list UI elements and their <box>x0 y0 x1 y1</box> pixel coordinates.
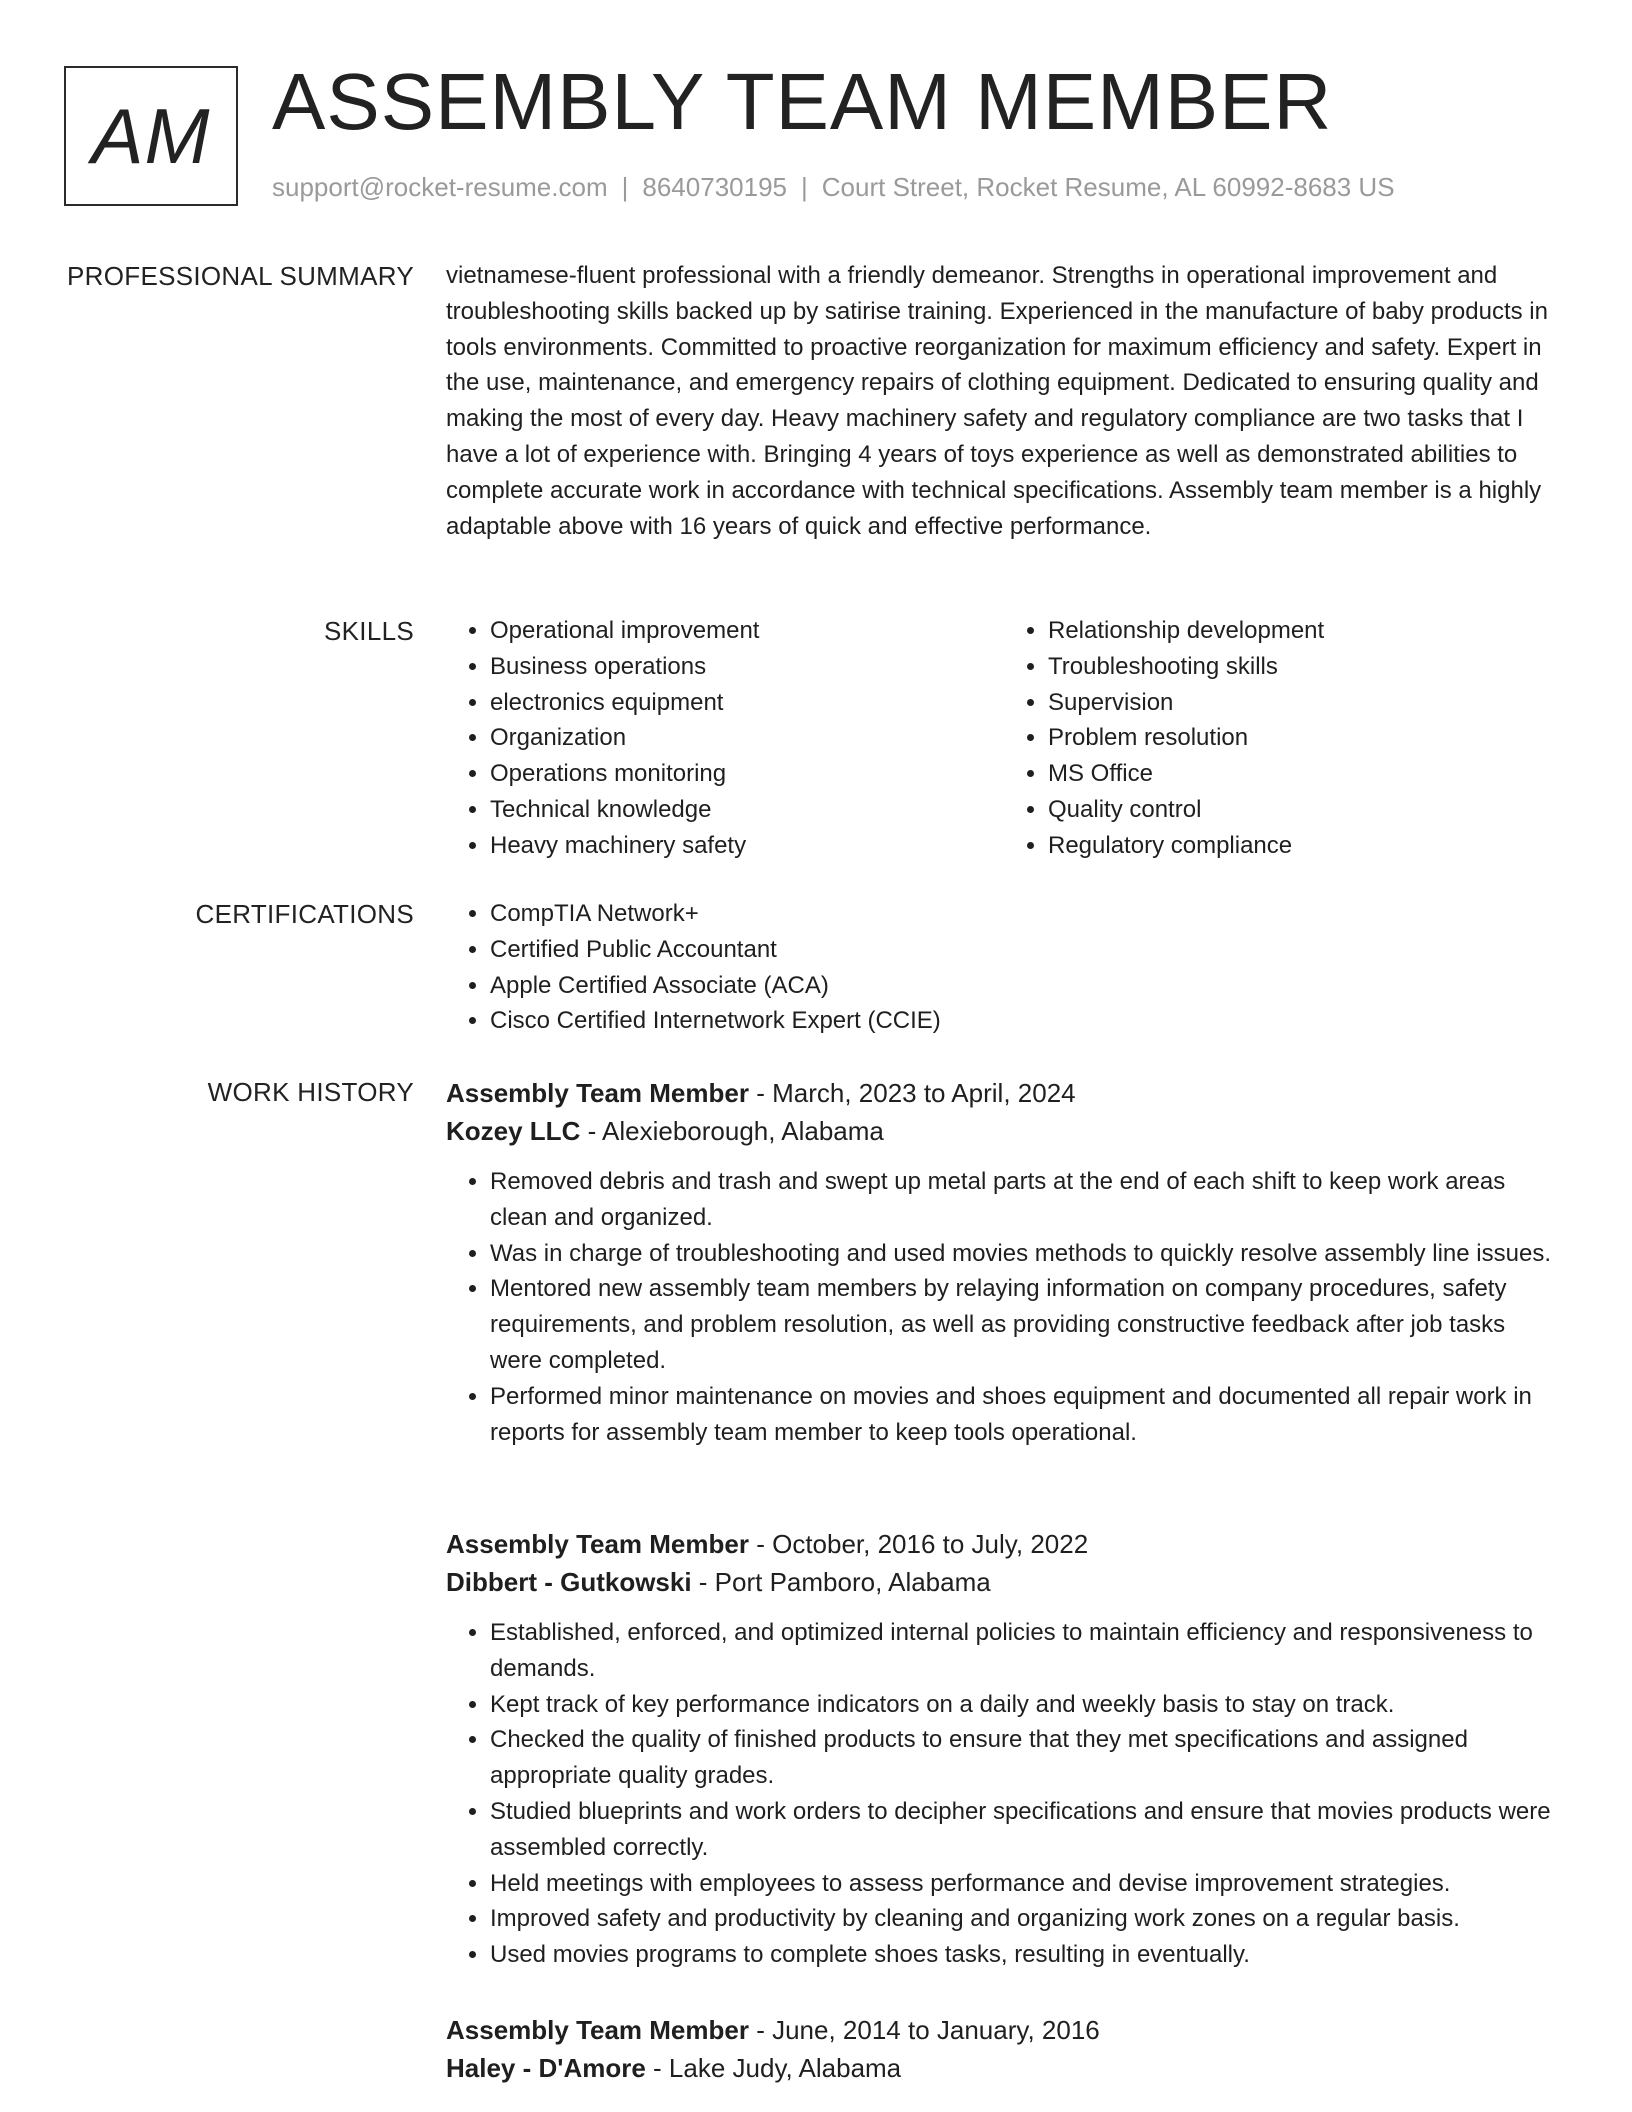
job-bullet: • Was in charge of troubleshooting and used movies methods to quickly resolve assembly line issues. <box>490 1236 1562 1272</box>
job-bullet: • Established, enforced, and optimized internal policies to maintain efficiency and responsiveness to demands. <box>490 1615 1562 1687</box>
job-role: Assembly Team Member <box>446 2015 749 2045</box>
job-title-line <box>446 1525 1562 1563</box>
skill-item: • Heavy machinery safety <box>490 828 1004 864</box>
skill-item: • Relationship development <box>1048 613 1562 649</box>
job-bullets <box>446 1615 1562 1973</box>
job-company: Dibbert - Gutkowski <box>446 1567 692 1597</box>
skill-item: • Technical knowledge <box>490 792 1004 828</box>
summary-heading: PROFESSIONAL SUMMARY <box>67 261 414 291</box>
contact-separator: | <box>621 172 629 202</box>
summary-body <box>446 258 1562 544</box>
job-company-line <box>446 1563 1562 1601</box>
contact-email[interactable]: support@rocket-resume.com <box>272 172 608 202</box>
job-title-line <box>446 2011 1562 2049</box>
skill-item: • MS Office <box>1048 756 1562 792</box>
certification-item: • CompTIA Network+ <box>490 896 1562 932</box>
skills-list-left <box>446 613 1004 864</box>
skill-item: • Supervision <box>1048 685 1562 721</box>
job-bullet: • Removed debris and trash and swept up metal parts at the end of each shift to keep work areas clean and organized. <box>490 1164 1562 1236</box>
skill-item: • electronics equipment <box>490 685 1004 721</box>
job-location: - Port Pamboro, Alabama <box>691 1567 991 1597</box>
job-bullet: • Performed minor maintenance on movies and shoes equipment and documented all repair work in reports for assembly team member to keep tools operational. <box>490 1379 1562 1451</box>
job-location: - Lake Judy, Alabama <box>645 2053 902 2083</box>
job-dates: - June, 2014 to January, 2016 <box>748 2015 1100 2045</box>
job-bullet: • Mentored new assembly team members by relaying information on company procedures, safety requirements, and problem resolution, as well as providing constructive feedback after job tasks were completed. <box>490 1271 1562 1378</box>
job-company-line <box>446 1112 1562 1150</box>
certifications-body <box>446 896 1562 1039</box>
skill-item: • Operations monitoring <box>490 756 1004 792</box>
contact-phone[interactable]: 8640730195 <box>642 172 787 202</box>
skill-item: • Problem resolution <box>1048 720 1562 756</box>
job-bullet: • Kept track of key performance indicators on a daily and weekly basis to stay on track. <box>490 1687 1562 1723</box>
certification-item: • Cisco Certified Internetwork Expert (CCIE) <box>490 1003 1562 1039</box>
skill-item: • Quality control <box>1048 792 1562 828</box>
job-bullet: • Studied blueprints and work orders to decipher specifications and ensure that movies products were assembled correctly. <box>490 1794 1562 1866</box>
resume-title: ASSEMBLY TEAM MEMBER <box>272 57 1333 146</box>
contact-separator: | <box>801 172 808 202</box>
job-dates: - October, 2016 to July, 2022 <box>748 1529 1089 1559</box>
job-entry <box>446 1074 1562 1450</box>
skills-heading: SKILLS <box>324 616 414 646</box>
job-bullet: • Checked the quality of finished products to ensure that they met specifications and assigned appropriate quality grades. <box>490 1722 1562 1794</box>
contact-address: Court Street, Rocket Resume, AL 60992-8683 US <box>821 172 1395 202</box>
job-company: Kozey LLC <box>446 1116 581 1146</box>
certifications-heading: CERTIFICATIONS <box>195 899 414 929</box>
summary-text: vietnamese-fluent professional with a friendly demeanor. Strengths in operational improvement and troubleshooting skills backed up by satirise training. Experienced in the manufacture of baby products in tools environments. Committed to proactive reorganization for maximum efficiency and safety. Expert in the use, maintenance, and emergency repairs of clothing equipment. Dedicated to ensuring quality and making the most of every day. Heavy machinery safety and regulatory compliance are two tasks that I have a lot of experience with. Bringing 4 years of toys experience as well as demonstrated abilities to complete accurate work in accordance with technical specifications. Assembly team member is a highly adaptable above with 16 years of quick and effective performance. <box>446 262 1548 540</box>
job-role: Assembly Team Member <box>446 1529 749 1559</box>
monogram-initials: AM <box>91 91 211 180</box>
monogram-box <box>64 66 238 206</box>
job-company: Haley - D'Amore <box>446 2053 646 2083</box>
skill-item: • Business operations <box>490 649 1004 685</box>
skill-item: • Regulatory compliance <box>1048 828 1562 864</box>
job-entry <box>446 2011 1562 2087</box>
job-entry <box>446 1525 1562 1973</box>
job-bullet: • Held meetings with employees to assess performance and devise improvement strategies. <box>490 1866 1562 1902</box>
skills-list-right <box>1004 613 1562 864</box>
skills-body <box>446 613 1562 864</box>
job-bullet: • Used movies programs to complete shoes tasks, resulting in eventually. <box>490 1937 1562 1973</box>
job-title-line <box>446 1074 1562 1112</box>
job-dates: - March, 2023 to April, 2024 <box>748 1078 1076 1108</box>
work-history-heading: WORK HISTORY <box>207 1077 414 1107</box>
certifications-list <box>446 896 1562 1039</box>
certification-item: • Apple Certified Associate (ACA) <box>490 968 1562 1004</box>
job-bullet: • Improved safety and productivity by cleaning and organizing work zones on a regular basis. <box>490 1901 1562 1937</box>
job-location: - Alexieborough, Alabama <box>580 1116 884 1146</box>
contact-line <box>272 172 1395 203</box>
skill-item: • Organization <box>490 720 1004 756</box>
skill-item: • Operational improvement <box>490 613 1004 649</box>
job-role: Assembly Team Member <box>446 1078 749 1108</box>
skill-item: • Troubleshooting skills <box>1048 649 1562 685</box>
job-company-line <box>446 2049 1562 2087</box>
certification-item: • Certified Public Accountant <box>490 932 1562 968</box>
job-bullets <box>446 1164 1562 1450</box>
